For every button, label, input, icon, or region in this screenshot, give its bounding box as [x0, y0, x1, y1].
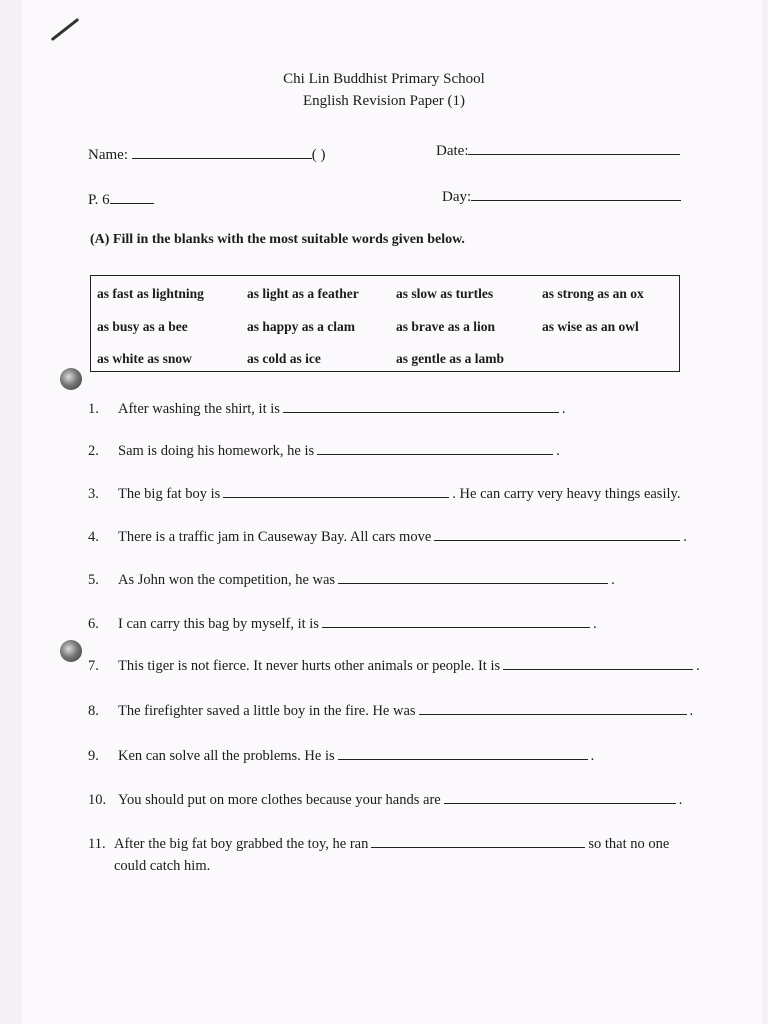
- class-blank[interactable]: [110, 189, 154, 204]
- question-number: 6.: [88, 616, 99, 632]
- answer-blank[interactable]: [322, 614, 590, 628]
- name-label: Name:: [88, 147, 128, 163]
- question-end: .: [561, 401, 566, 417]
- question-number: 10.: [88, 792, 107, 808]
- answer-blank[interactable]: [371, 834, 585, 848]
- class-field[interactable]: [88, 189, 154, 209]
- school-name: Chi Lin Buddhist Primary School: [283, 71, 485, 87]
- question-text: Ken can solve all the problems. He is: [118, 748, 335, 764]
- word-bank-item: as brave as a lion: [396, 319, 496, 334]
- question-9: [88, 746, 594, 765]
- question-6: [88, 614, 597, 633]
- question-end: .: [678, 792, 683, 808]
- day-blank[interactable]: [471, 186, 681, 201]
- question-number: 5.: [88, 572, 99, 588]
- question-end: . He can carry very heavy things easily.: [452, 486, 681, 502]
- answer-blank[interactable]: [503, 656, 693, 670]
- question-5: [88, 570, 615, 589]
- answer-blank[interactable]: [419, 701, 687, 715]
- word-bank-item: as gentle as a lamb: [396, 351, 504, 366]
- question-4: [88, 527, 687, 546]
- question-end: .: [689, 703, 694, 719]
- question-10: [88, 790, 682, 809]
- question-text: The big fat boy is: [118, 486, 221, 502]
- word-bank-item: as light as a feather: [247, 286, 359, 301]
- word-bank-item: as happy as a clam: [247, 319, 356, 334]
- name-blank[interactable]: [132, 144, 312, 159]
- day-field[interactable]: [442, 186, 681, 206]
- word-bank-item: as slow as turtles: [396, 286, 494, 301]
- answer-blank[interactable]: [317, 441, 553, 455]
- word-bank-item: as wise as an owl: [542, 319, 639, 334]
- word-bank: [90, 275, 680, 372]
- answer-blank[interactable]: [338, 570, 608, 584]
- word-bank-item: as strong as an ox: [542, 286, 644, 301]
- day-label: Day:: [442, 189, 472, 205]
- answer-blank[interactable]: [283, 399, 559, 413]
- question-end: .: [683, 529, 687, 545]
- question-number: 3.: [88, 486, 99, 502]
- class-label: P. 6: [88, 192, 110, 208]
- question-number: 9.: [88, 748, 99, 764]
- answer-blank[interactable]: [338, 746, 588, 760]
- question-end: .: [556, 443, 560, 459]
- question-11: [88, 834, 669, 853]
- question-number: 4.: [88, 529, 99, 545]
- question-7: [88, 656, 700, 675]
- question-3: [88, 484, 680, 503]
- question-11-continued: could catch him.: [114, 858, 211, 874]
- question-number: 7.: [88, 658, 99, 674]
- answer-blank[interactable]: [434, 527, 680, 541]
- answer-blank[interactable]: [444, 790, 676, 804]
- question-number: 8.: [88, 703, 99, 719]
- question-text: You should put on more clothes because your hands are: [118, 792, 441, 808]
- section-a-title: (A) Fill in the blanks with the most suitable words given below.: [90, 232, 465, 247]
- question-number: 11.: [88, 836, 106, 852]
- worksheet-header: [0, 68, 768, 112]
- question-text: After washing the shirt, it is: [118, 401, 280, 417]
- date-blank[interactable]: [468, 140, 680, 155]
- question-text: There is a traffic jam in Causeway Bay. All cars move: [118, 529, 432, 545]
- question-number: 1.: [88, 401, 99, 417]
- class-number-paren: ( ): [311, 147, 326, 163]
- question-end: so that no one: [588, 836, 670, 852]
- question-text: As John won the competition, he was: [118, 572, 336, 588]
- question-end: .: [592, 616, 597, 632]
- question-text: Sam is doing his homework, he is: [118, 443, 315, 459]
- question-number: 2.: [88, 443, 99, 459]
- word-bank-item: as busy as a bee: [97, 319, 188, 334]
- question-end: .: [611, 572, 615, 588]
- word-bank-item: as cold as ice: [247, 351, 321, 366]
- question-text: The firefighter saved a little boy in the fire. He was: [118, 703, 416, 719]
- word-bank-item: as fast as lightning: [97, 286, 204, 301]
- question-text: This tiger is not fierce. It never hurts other animals or people. It is: [118, 658, 501, 674]
- answer-blank[interactable]: [223, 484, 449, 498]
- question-2: [88, 441, 560, 460]
- question-text: I can carry this bag by myself, it is: [118, 616, 319, 632]
- word-bank-item: as white as snow: [97, 351, 192, 366]
- question-end: .: [590, 748, 595, 764]
- punch-hole-bottom: [60, 640, 82, 662]
- punch-hole-top: [60, 368, 82, 390]
- question-8: [88, 701, 693, 720]
- paper-title: English Revision Paper (1): [302, 93, 466, 109]
- question-text: After the big fat boy grabbed the toy, he ran: [114, 836, 369, 852]
- question-1: [88, 399, 566, 418]
- date-label: Date:: [436, 143, 469, 159]
- date-field[interactable]: [436, 140, 680, 160]
- name-field[interactable]: [88, 144, 325, 164]
- question-end: .: [696, 658, 700, 674]
